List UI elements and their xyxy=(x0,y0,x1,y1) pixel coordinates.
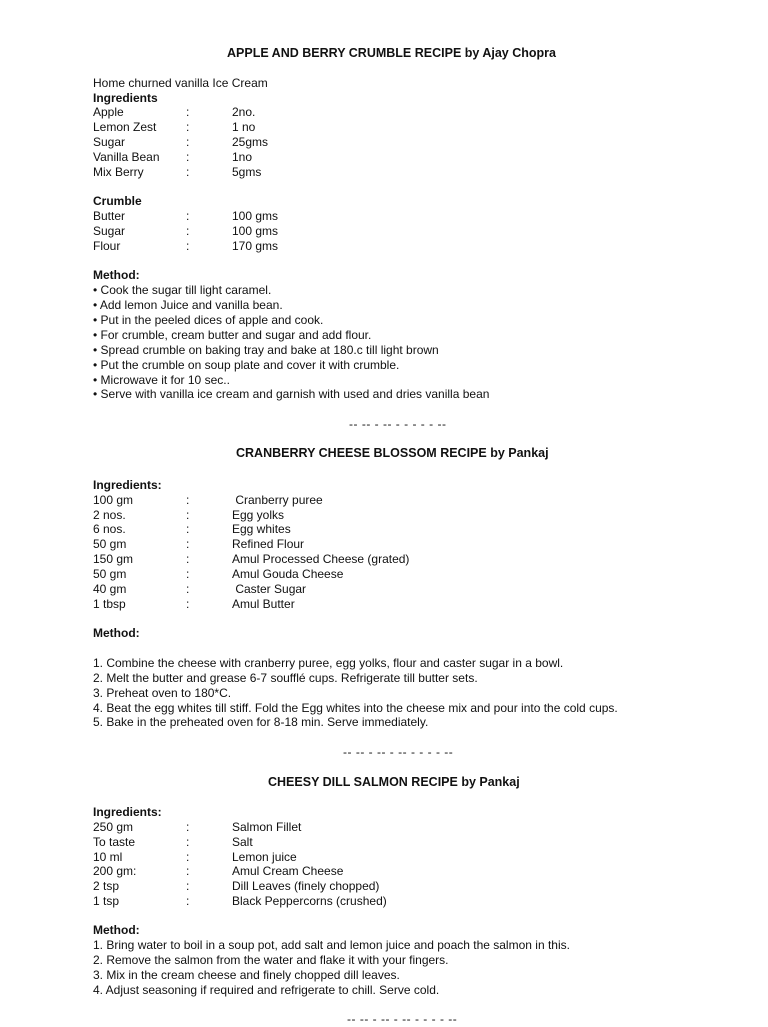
ingredient-qty: 1 no xyxy=(232,120,256,134)
recipe-1-ingredients-heading: Ingredients xyxy=(93,91,158,105)
ingredient-colon: : xyxy=(186,820,190,834)
method-step: 3. Mix in the cream cheese and finely chopped dill leaves. xyxy=(93,968,400,982)
ingredient-qty: 2no. xyxy=(232,105,256,119)
ingredient-name: Vanilla Bean xyxy=(93,150,160,164)
ingredient-qty: 1 tbsp xyxy=(93,597,126,611)
ingredient-qty: 200 gm: xyxy=(93,864,137,878)
method-step: • Serve with vanilla ice cream and garnish with used and dries vanilla bean xyxy=(93,387,490,401)
ingredient-colon: : xyxy=(186,120,190,134)
method-step: 1. Combine the cheese with cranberry puree, egg yolks, flour and caster sugar in a bowl. xyxy=(93,656,564,670)
ingredient-name: Apple xyxy=(93,105,124,119)
crumble-name: Flour xyxy=(93,239,121,253)
ingredient-qty: 25gms xyxy=(232,135,269,149)
ingredient-qty: 10 ml xyxy=(93,850,123,864)
ingredient-colon: : xyxy=(186,165,190,179)
ingredient-colon: : xyxy=(186,150,190,164)
ingredient-name: Dill Leaves (finely chopped) xyxy=(232,879,380,893)
ingredient-name: Lemon Zest xyxy=(93,120,157,134)
recipe-2-method-heading: Method: xyxy=(93,626,140,640)
ingredient-qty: 50 gm xyxy=(93,537,127,551)
method-step: • Spread crumble on baking tray and bake at 180.c till light brown xyxy=(93,343,439,357)
ingredient-name: Cranberry puree xyxy=(232,493,323,507)
method-step: 4. Beat the egg whites till stiff. Fold the Egg whites into the cheese mix and pour into the cold cups. xyxy=(93,701,618,715)
recipe-3-title: CHEESY DILL SALMON RECIPE by Pankaj xyxy=(268,775,520,789)
section-separator: -- -- - -- - - - - - -- xyxy=(349,417,447,431)
section-separator: -- -- - -- - -- - - - - -- xyxy=(347,1012,458,1026)
method-step: 4. Adjust seasoning if required and refrigerate to chill. Serve cold. xyxy=(93,983,440,997)
crumble-qty: 170 gms xyxy=(232,239,279,253)
ingredient-qty: 150 gm xyxy=(93,552,134,566)
ingredient-name: Sugar xyxy=(93,135,126,149)
ingredient-qty: 1no xyxy=(232,150,253,164)
ingredient-name: Amul Gouda Cheese xyxy=(232,567,344,581)
ingredient-colon: : xyxy=(186,894,190,908)
crumble-qty: 100 gms xyxy=(232,209,279,223)
ingredient-colon: : xyxy=(186,567,190,581)
ingredient-colon: : xyxy=(186,135,190,149)
method-step: • Microwave it for 10 sec.. xyxy=(93,373,230,387)
method-step: 2. Remove the salmon from the water and flake it with your fingers. xyxy=(93,953,449,967)
ingredient-name: Egg whites xyxy=(232,522,291,536)
ingredient-name: Salmon Fillet xyxy=(232,820,302,834)
section-separator: -- -- - -- - -- - - - - -- xyxy=(343,745,454,759)
method-step: • Cook the sugar till light caramel. xyxy=(93,283,272,297)
ingredient-colon: : xyxy=(186,864,190,878)
ingredient-colon: : xyxy=(186,537,190,551)
ingredient-qty: 1 tsp xyxy=(93,894,120,908)
ingredient-name: Mix Berry xyxy=(93,165,144,179)
recipe-2-title: CRANBERRY CHEESE BLOSSOM RECIPE by Pankaj xyxy=(236,446,549,460)
ingredient-name: Amul Butter xyxy=(232,597,295,611)
ingredient-qty: 2 nos. xyxy=(93,508,126,522)
ingredient-qty: 2 tsp xyxy=(93,879,120,893)
method-step: 1. Bring water to boil in a soup pot, add salt and lemon juice and poach the salmon in this. xyxy=(93,938,570,952)
ingredient-qty: 100 gm xyxy=(93,493,134,507)
recipe-1-subtitle: Home churned vanilla Ice Cream xyxy=(93,76,268,90)
crumble-name: Butter xyxy=(93,209,126,223)
recipe-2-ingredients-heading: Ingredients: xyxy=(93,478,162,492)
ingredient-name: Amul Processed Cheese (grated) xyxy=(232,552,410,566)
ingredient-colon: : xyxy=(186,508,190,522)
ingredient-colon: : xyxy=(186,552,190,566)
crumble-colon: : xyxy=(186,239,190,253)
ingredient-colon: : xyxy=(186,835,190,849)
ingredient-colon: : xyxy=(186,522,190,536)
ingredient-name: Egg yolks xyxy=(232,508,285,522)
ingredient-colon: : xyxy=(186,597,190,611)
ingredient-qty: To taste xyxy=(93,835,136,849)
recipe-1-title: APPLE AND BERRY CRUMBLE RECIPE by Ajay Chopra xyxy=(227,46,556,60)
ingredient-name: Caster Sugar xyxy=(232,582,307,596)
ingredient-name: Black Peppercorns (crushed) xyxy=(232,894,387,908)
recipe-3-method-heading: Method: xyxy=(93,923,140,937)
method-step: 5. Bake in the preheated oven for 8-18 min. Serve immediately. xyxy=(93,715,429,729)
method-step: • Add lemon Juice and vanilla bean. xyxy=(93,298,283,312)
ingredient-qty: 40 gm xyxy=(93,582,127,596)
ingredient-colon: : xyxy=(186,850,190,864)
crumble-name: Sugar xyxy=(93,224,126,238)
method-step: • Put the crumble on soup plate and cover it with crumble. xyxy=(93,358,400,372)
recipe-1-method-heading: Method: xyxy=(93,268,140,282)
method-step: 2. Melt the butter and grease 6-7 soufflé cups. Refrigerate till butter sets. xyxy=(93,671,478,685)
crumble-colon: : xyxy=(186,224,190,238)
ingredient-qty: 50 gm xyxy=(93,567,127,581)
ingredient-colon: : xyxy=(186,105,190,119)
method-step: • Put in the peeled dices of apple and cook. xyxy=(93,313,324,327)
ingredient-colon: : xyxy=(186,879,190,893)
recipe-3-ingredients-heading: Ingredients: xyxy=(93,805,162,819)
crumble-qty: 100 gms xyxy=(232,224,279,238)
ingredient-name: Amul Cream Cheese xyxy=(232,864,344,878)
ingredient-name: Refined Flour xyxy=(232,537,305,551)
ingredient-qty: 6 nos. xyxy=(93,522,126,536)
crumble-colon: : xyxy=(186,209,190,223)
ingredient-qty: 5gms xyxy=(232,165,262,179)
ingredient-name: Salt xyxy=(232,835,253,849)
method-step: 3. Preheat oven to 180*C. xyxy=(93,686,232,700)
method-step: • For crumble, cream butter and sugar and add flour. xyxy=(93,328,372,342)
ingredient-name: Lemon juice xyxy=(232,850,297,864)
ingredient-colon: : xyxy=(186,493,190,507)
ingredient-colon: : xyxy=(186,582,190,596)
recipe-1-crumble-heading: Crumble xyxy=(93,194,142,208)
ingredient-qty: 250 gm xyxy=(93,820,134,834)
